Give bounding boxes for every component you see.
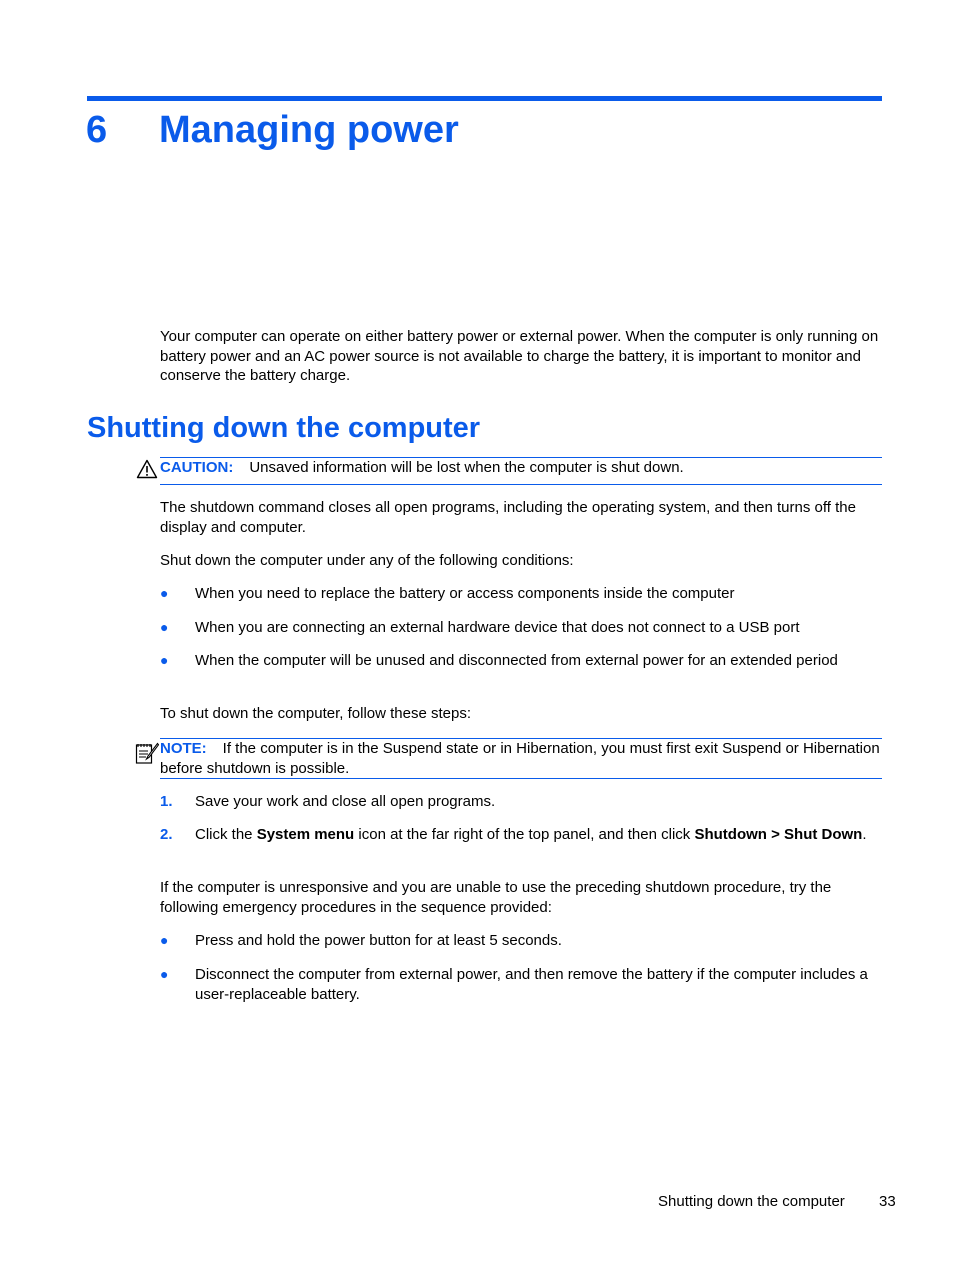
caution-text: Unsaved information will be lost when the computer is shut down. xyxy=(249,459,684,476)
bullet-icon: ● xyxy=(160,619,169,635)
shutdown-description: The shutdown command closes all open programs, including the operating system, and then turns off the display and computer. xyxy=(160,499,856,536)
note-text: If the computer is in the Suspend state or in Hibernation, you must first exit Suspend or Hibernation before shutdown is possible. xyxy=(160,740,880,777)
list-item: Disconnect the computer from external power, and then remove the battery if the computer includes a user-replaceable battery. xyxy=(195,966,868,1003)
section-heading: Shutting down the computer xyxy=(87,412,481,444)
bullet-icon: ● xyxy=(160,585,169,601)
system-menu-term: System menu xyxy=(256,826,355,843)
caution-bottom-rule xyxy=(160,484,882,485)
step-number: 2. xyxy=(160,826,173,843)
chapter-rule xyxy=(87,96,882,101)
note-callout xyxy=(160,739,882,778)
note-pad-icon xyxy=(135,741,159,765)
caution-triangle-icon xyxy=(136,459,158,479)
caution-callout xyxy=(160,458,882,478)
page-number: 33 xyxy=(879,1193,896,1210)
bullet-icon: ● xyxy=(160,932,169,948)
emergency-intro: If the computer is unresponsive and you are unable to use the preceding shutdown procedure, try the following emergency procedures in the sequence provided: xyxy=(160,879,832,916)
chapter-title: Managing power xyxy=(159,109,459,151)
step-text xyxy=(195,825,875,845)
list-item: When the computer will be unused and disconnected from external power for an extended period xyxy=(195,652,838,669)
bullet-icon: ● xyxy=(160,652,169,668)
list-item: When you need to replace the battery or access components inside the computer xyxy=(195,585,735,602)
shutdown-menu-path: Shutdown > Shut Down xyxy=(694,826,863,843)
step-text-part: . xyxy=(862,826,867,843)
note-bottom-rule xyxy=(160,778,882,779)
step-number: 1. xyxy=(160,793,173,810)
list-item: When you are connecting an external hardware device that does not connect to a USB port xyxy=(195,619,800,636)
intro-paragraph: Your computer can operate on either battery power or external power. When the computer is only running on battery power and an AC power source is not available to charge the battery, it is important to monitor and conserve the battery charge. xyxy=(160,328,879,385)
step-text-part: icon at the far right of the top panel, and then click xyxy=(354,826,695,843)
list-item: Press and hold the power button for at least 5 seconds. xyxy=(195,932,562,949)
step-text: Save your work and close all open programs. xyxy=(195,793,496,810)
steps-intro: To shut down the computer, follow these steps: xyxy=(160,705,472,722)
bullet-icon: ● xyxy=(160,966,169,982)
step-text-part: Click the xyxy=(195,826,257,843)
note-label: NOTE: xyxy=(160,740,207,757)
chapter-number: 6 xyxy=(86,109,108,151)
conditions-intro: Shut down the computer under any of the following conditions: xyxy=(160,552,574,569)
footer-section-title: Shutting down the computer xyxy=(658,1193,845,1210)
caution-label: CAUTION: xyxy=(160,459,234,476)
